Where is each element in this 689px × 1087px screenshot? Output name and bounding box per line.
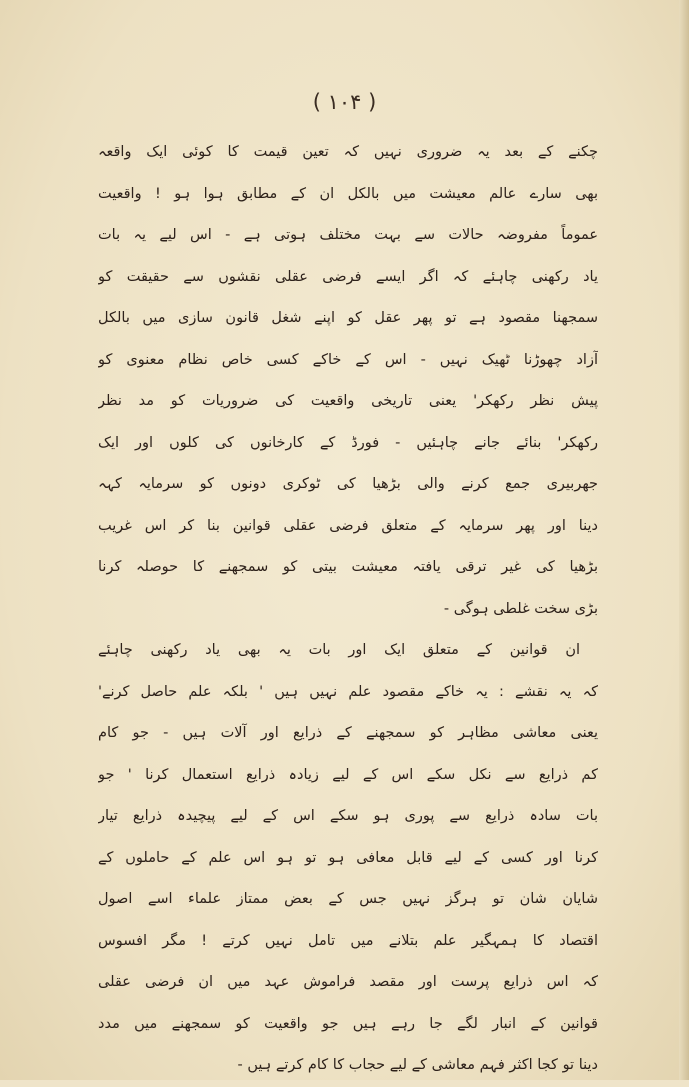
paragraph-end-line: بڑی سخت غلطی ہوگی - bbox=[443, 600, 598, 617]
text-line: پیش نظر رکھکر' یعنی تاریخی واقعیت کی ضروریات کو مد نظر bbox=[98, 393, 598, 409]
text-line: بات سادہ ذرایع سے پوری ہو سکے اس کے لیے پیچیدہ ذرایع تیار bbox=[98, 808, 598, 824]
text-line: کرنا اور کسی کے لیے قابل معافی ہو تو ہو اس علم کے حاملوں کے bbox=[98, 849, 598, 866]
page-number: ( ۱۰۴ ) bbox=[312, 90, 377, 114]
text-line: بڑھیا کی غیر ترقی یافتہ معیشت بیتی کو سمجھنے کا حوصلہ کرنا bbox=[98, 559, 598, 575]
text-line: عموماً مفروضہ حالات سے بہت مختلف ہوتی ہے - اس لیے یہ بات bbox=[98, 227, 598, 243]
text-line: اقتصاد کا ہمہگیر علم بتلانے میں تامل نہیں کرتے ! مگر افسوس bbox=[98, 932, 598, 949]
text-line: دینا اور پھر سرمایہ کے متعلق فرضی عقلی قوانین بنا کر اس غریب bbox=[98, 517, 598, 534]
text-line: چکنے کے بعد یہ ضروری نہیں کہ تعین قیمت کا کوئی ایک واقعہ bbox=[98, 144, 598, 160]
text-line: رکھکر' بنائے جانے چاہئیں - فورڈ کے کارخانوں کی کلوں اور ایک bbox=[98, 434, 598, 451]
paragraph-start-line: ان قوانین کے متعلق ایک اور بات یہ بھی یاد رکھنی چاہئے bbox=[98, 642, 580, 658]
text-line: جھربیری جمع کرنے والی بڑھیا کی ٹوکری دونوں کو سرمایہ کہہ bbox=[98, 476, 598, 492]
text-line: یعنی معاشی مظاہر کو سمجھنے کے ذرایع اور آلات ہیں - جو کام bbox=[98, 725, 598, 741]
text-line: بھی سارے عالم معیشت میں بالکل ان کے مطابق ہوا ہو ! واقعیت bbox=[98, 185, 598, 202]
text-line: قوانین کے انبار لگے جا رہے ہیں جو واقعیت کو سمجھنے میں مدد bbox=[98, 1015, 598, 1032]
body-text bbox=[98, 132, 598, 1087]
paragraph-end-line: دینا تو کجا اکثر فہم معاشی کے لیے حجاب کا کام کرتے ہیں - bbox=[237, 1057, 598, 1073]
page-edge bbox=[679, 0, 689, 1080]
text-line: یاد رکھنی چاہئے کہ اگر ایسے فرضی عقلی نقشوں سے حقیقت کو bbox=[98, 268, 598, 285]
text-line: کہ یہ نقشے : یہ خاکے مقصود علم نہیں ہیں ' بلکہ علم حاصل کرنے' bbox=[98, 683, 598, 700]
text-line: کم ذرایع سے نکل سکے اس کے لیے زیادہ ذرایع استعمال کرنا ' جو bbox=[98, 766, 598, 783]
text-line: آزاد چھوڑنا ٹھیک نہیں - اس کے خاکے کسی خاص نظام معنوی کو bbox=[98, 351, 598, 368]
text-line: کہ اس ذرایع پرست اور مقصد فراموش عہد میں ان فرضی عقلی bbox=[98, 974, 598, 990]
text-line: شایان شان تو ہرگز نہیں جس کے بعض ممتاز علماء اسے اصول bbox=[98, 891, 598, 907]
text-line: سمجھنا مقصود ہے تو پھر عقل کو اپنے شغل قانون سازی میں بالکل bbox=[98, 310, 598, 326]
